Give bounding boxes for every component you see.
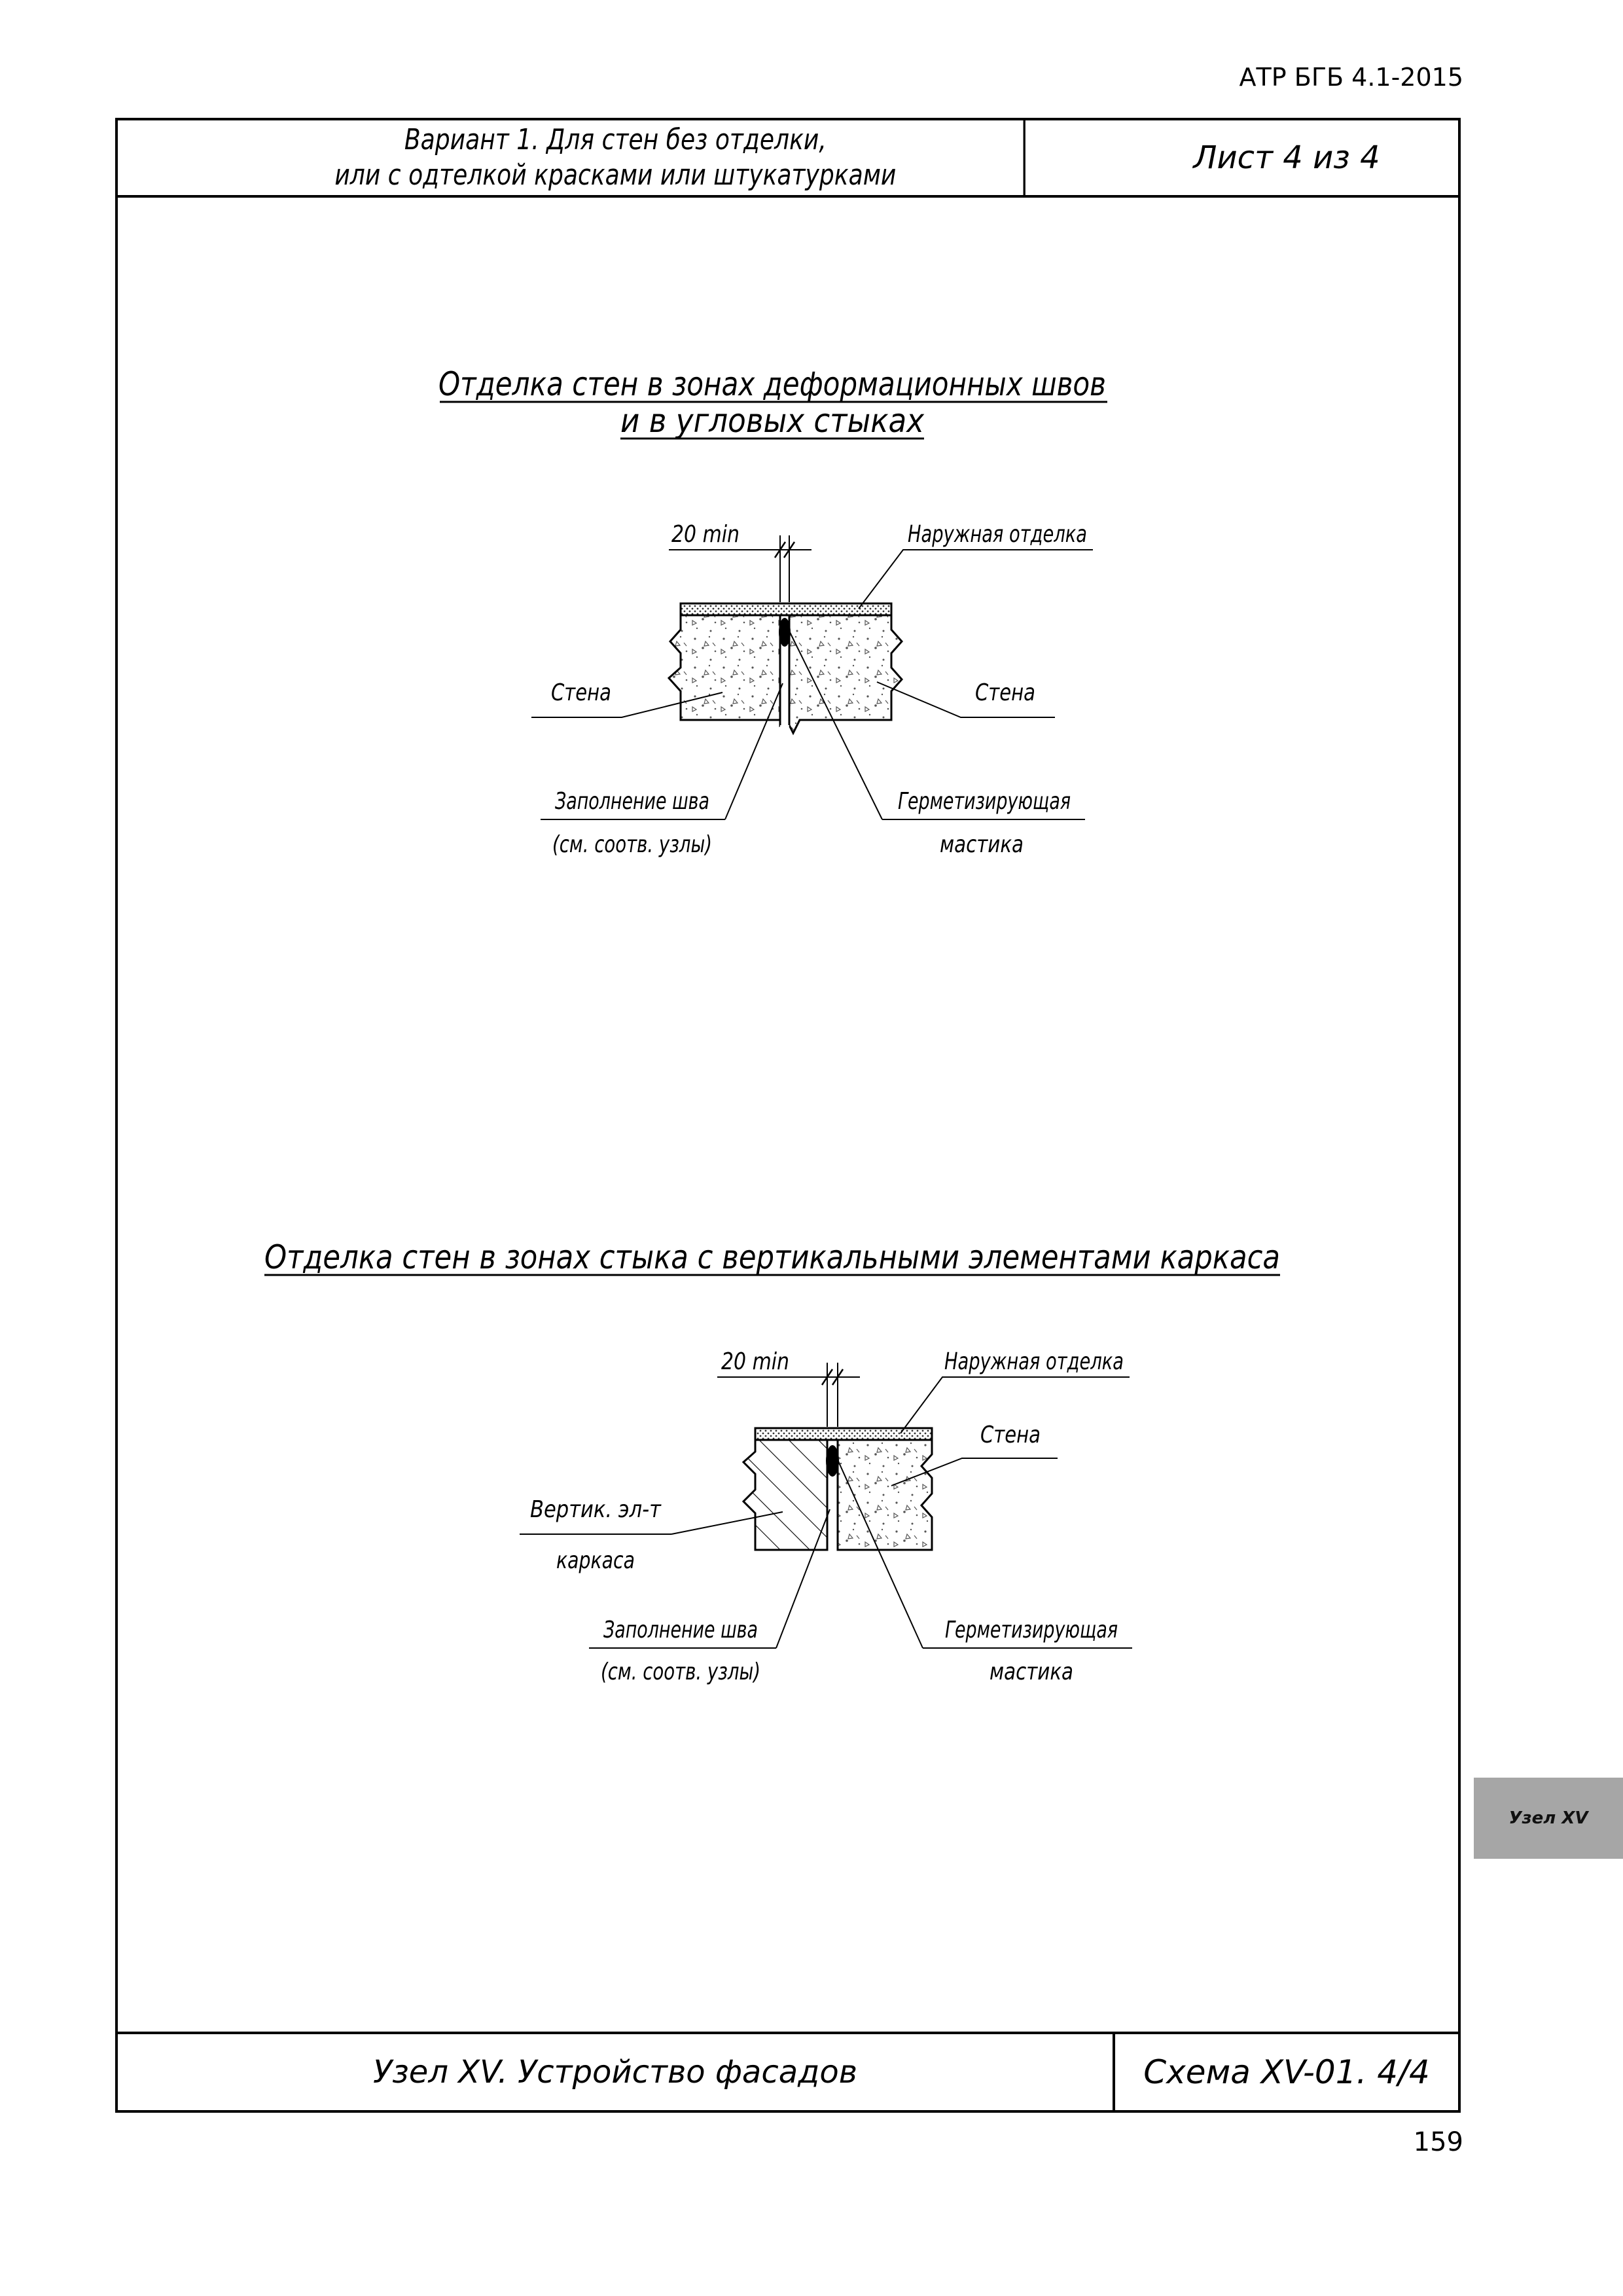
section1-outer-finish-leader bbox=[859, 550, 1093, 609]
section2-title: Отделка стен в зонах стыка с вертикальными элементами каркаса bbox=[264, 1238, 1280, 1276]
section1-wall-left-label: Стена bbox=[551, 679, 611, 706]
section2 bbox=[264, 1238, 1280, 1685]
section2-sealant-label-line1: Герметизирующая bbox=[945, 1617, 1118, 1643]
section1-title-line1: Отделка стен в зонах деформационных швов bbox=[438, 365, 1106, 403]
section2-frame-label-line2: каркаса bbox=[556, 1547, 635, 1574]
section2-sealant bbox=[826, 1445, 839, 1477]
scheme-number: Схема XV-01. 4/4 bbox=[1143, 2053, 1430, 2091]
section1-outer-finish bbox=[681, 603, 891, 615]
section2-fill-label-line2: (см. соотв. узлы) bbox=[601, 1659, 760, 1685]
variant-title-line1: Вариант 1. Для стен без отделки, bbox=[404, 123, 827, 156]
section1-outer-finish-label: Наружная отделка bbox=[908, 521, 1087, 548]
section2-frame-element bbox=[743, 1440, 827, 1550]
section1-dimension: 20 min bbox=[671, 521, 740, 548]
section1-fill-label-line1: Заполнение шва bbox=[555, 788, 709, 815]
section1-title-line2: и в угловых стыках bbox=[620, 402, 925, 440]
section1-sealant bbox=[779, 618, 791, 647]
section1-fill-label-line2: (см. соотв. узлы) bbox=[552, 831, 712, 858]
section1-wall-right-label: Стена bbox=[975, 679, 1035, 706]
section2-outer-finish-label: Наружная отделка bbox=[944, 1348, 1124, 1375]
section2-sealant-label-line2: мастика bbox=[990, 1659, 1073, 1685]
side-tab: Узел XV bbox=[1474, 1778, 1623, 1859]
variant-title-line2: или с одтелкой красками или штукатурками bbox=[334, 158, 897, 192]
sheet-number: Лист 4 из 4 bbox=[1193, 139, 1380, 176]
section1-sealant-label-line1: Герметизирующая bbox=[898, 788, 1071, 815]
section1 bbox=[438, 365, 1107, 858]
section2-fill-label-line1: Заполнение шва bbox=[603, 1617, 758, 1643]
section2-wall-label: Стена bbox=[980, 1422, 1041, 1448]
document-code: АТР БГБ 4.1-2015 bbox=[1239, 63, 1463, 92]
section1-sealant-label-line2: мастика bbox=[940, 831, 1024, 858]
section2-dimension: 20 min bbox=[721, 1348, 789, 1375]
section1-wall-left bbox=[669, 615, 793, 725]
node-title: Узел XV. Устройство фасадов bbox=[118, 2034, 1115, 2110]
section1-wall-right bbox=[789, 615, 902, 733]
section2-wall bbox=[838, 1440, 932, 1550]
section2-frame-label-line1: Вертик. эл-т bbox=[530, 1496, 662, 1523]
page-number: 159 bbox=[1413, 2127, 1463, 2157]
section2-outer-finish bbox=[755, 1428, 932, 1440]
